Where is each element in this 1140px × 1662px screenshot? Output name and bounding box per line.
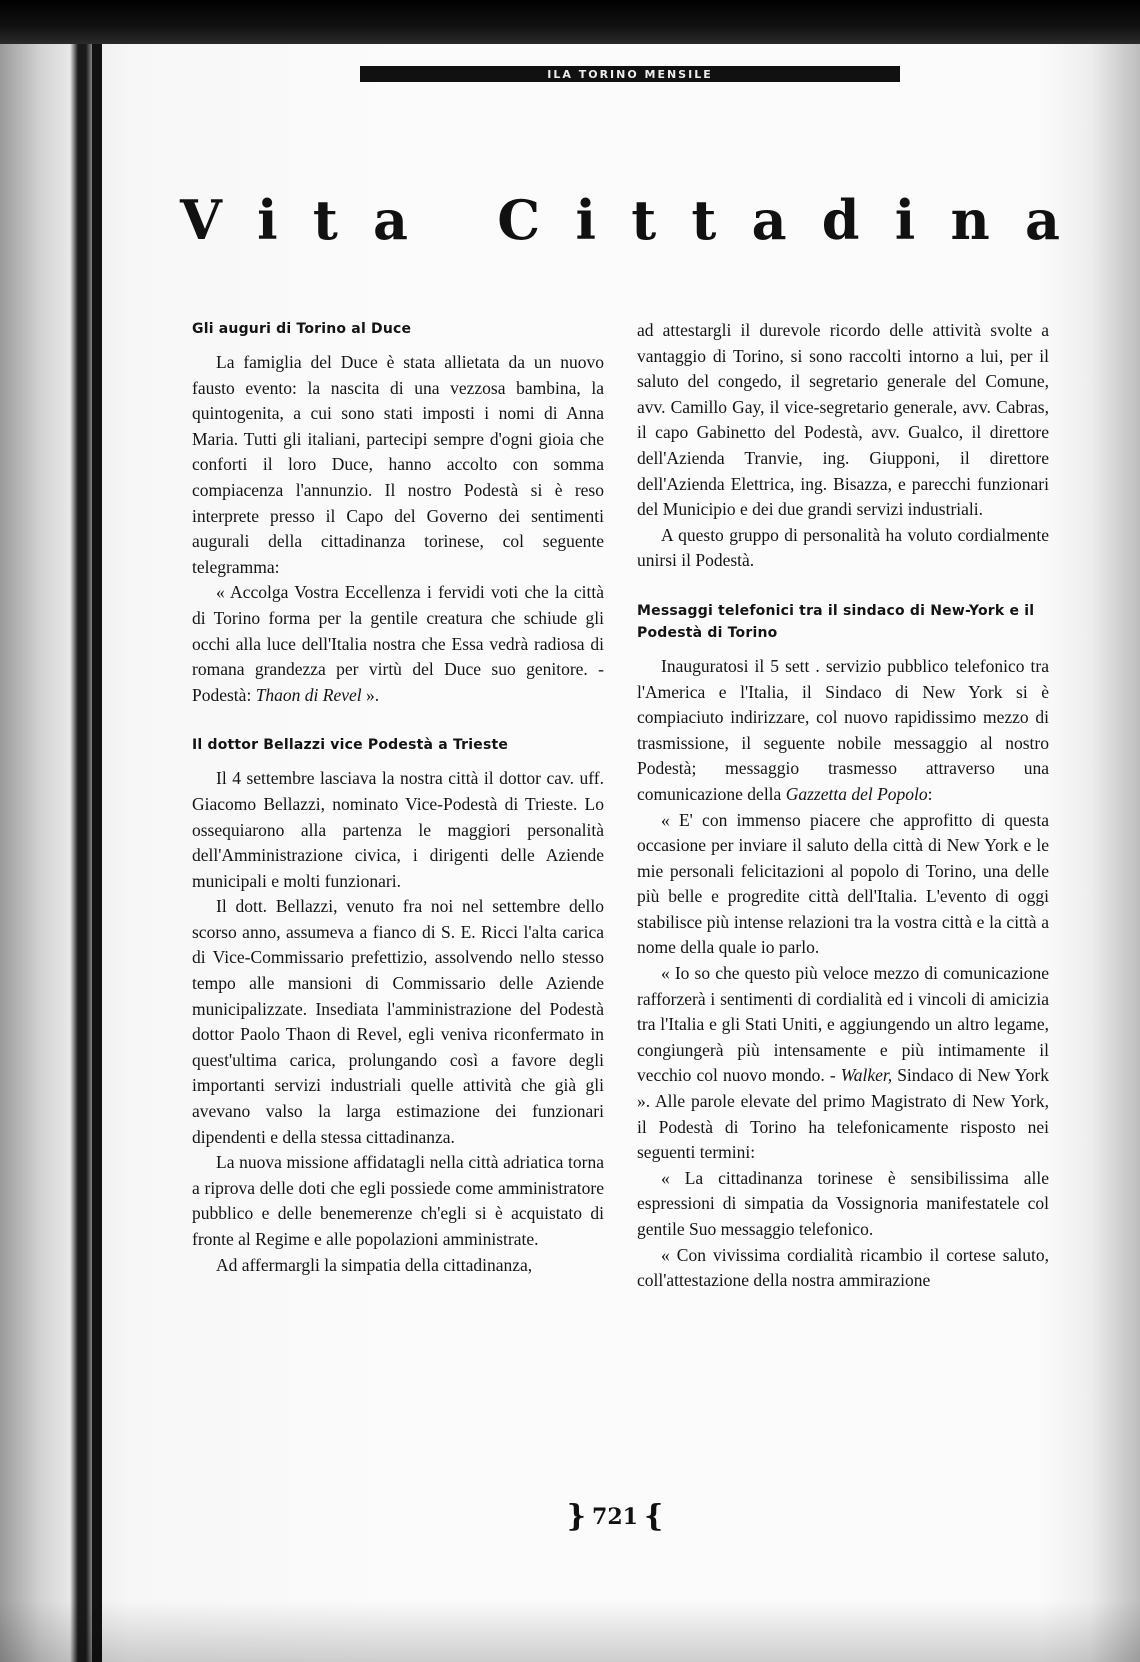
page-number-text: 721 — [592, 1504, 638, 1530]
title-space — [443, 188, 462, 252]
title-letter: n — [950, 188, 990, 252]
colon: : — [927, 783, 933, 804]
running-head-text: ILA TORINO MENSILE — [547, 67, 713, 81]
paragraph: La nuova missione affidatagli nella città adriatica torna a riprova delle doti che egli possiede come amministratore pubblico e delle benemerenze ch'egli si è acquistato di fronte al Regime e alle popolazioni amministrate. — [192, 1152, 604, 1249]
paragraph: Ad affermargli la simpatia della cittadinanza, — [216, 1254, 533, 1275]
paragraph: « E' con immenso piacere che approfitto di questa occasione per inviare il saluto della città di New York e le mie personali felicitazioni al popolo di Torino, una delle più belle e progredite città dell'Italia. L'evento di oggi stabilisce più intense relazioni tra la vostra città e la città a nome della quale io parlo. — [637, 809, 1049, 958]
book-gutter — [0, 44, 96, 1662]
title-letter: a — [1024, 188, 1060, 252]
gutter-rule — [92, 44, 102, 1662]
section-heading-messaggi: Messaggi telefonici tra il sindaco di New-York e il Podestà di Torino — [637, 602, 1035, 641]
scan-top-border — [0, 0, 1140, 44]
right-column — [637, 318, 1049, 1294]
paragraph: « Con vivissima cordialità ricambio il cortese saluto, coll'attestazione della nostra ammirazione — [637, 1244, 1049, 1291]
paragraph: Il 4 settembre lasciava la nostra città il dottor cav. uff. Giacomo Bellazzi, nominato Vice-Podestà di Trieste. Lo ossequiarono alla partenza le maggiori personalità dell'Amministrazione civica, i dirigenti delle Aziende municipali e molti funzionari. — [192, 768, 604, 891]
section-heading-bellazzi: Il dottor Bellazzi vice Podestà a Trieste — [192, 737, 509, 754]
paragraph: A questo gruppo di personalità ha voluto cordialmente unirsi il Podestà. — [637, 524, 1049, 571]
telegram-paragraph — [192, 580, 604, 708]
title-letter: i — [575, 188, 596, 252]
title-letter: C — [497, 188, 541, 252]
paragraph-text: Inauguratosi il 5 sett . servizio pubblico telefonico tra l'America e l'Italia, il Sindaco di New York si è compiaciuto indirizzare, col nuovo rapidissimo mezzo di trasmissione, il seguente nobile messaggio al nostro Podestà; messaggio trasmesso attraverso una comunicazione della — [637, 655, 1049, 804]
running-head — [360, 66, 900, 82]
title-letter: t — [312, 188, 338, 252]
signature-name: Thaon di Revel — [255, 684, 362, 705]
title-letter: a — [373, 188, 409, 252]
paragraph: « La cittadinanza torinese è sensibilissima alle espressioni di simpatia da Vossignoria manifestatele col gentile Suo messaggio telefonico. — [637, 1167, 1049, 1239]
title-letter: a — [751, 188, 787, 252]
title-letter: V — [180, 188, 222, 252]
page-number — [560, 1500, 670, 1534]
paragraph — [637, 654, 1049, 808]
paragraph: ad attestargli il durevole ricordo delle attività svolte a vantaggio di Torino, si sono raccolti intorno a lui, per il saluto del congedo, il segretario generale del Comune, avv. Camillo Gay, il vice-segretario generale, avv. Cabras, il capo Gabinetto del Podestà, avv. Gualco, il direttore dell'Azienda Tranvie, ing. Giupponi, il direttore dell'Azienda Elettrica, ing. Bisazza, e parecchi funzionari del Municipio e dei due grandi servizi industriali. — [637, 320, 1049, 520]
ornament-left-icon: } — [566, 1499, 587, 1534]
paragraph: Il dott. Bellazzi, venuto fra noi nel settembre dello scorso anno, assumeva a fianco di S. E. Ricci l'alta carica di Vice-Commissario prefettizio, assolvendo nello stesso tempo alle mansioni di Commissario delle Aziende municipalizzate. Insediata l'amministrazione del Podestà dottor Paolo Thaon di Revel, egli veniva riconfermato in quest'ultima carica, prolungando così a favore degli importanti servizi industriali quelle attività che già gli avevano valso la larga estimazione dei funzionari dipendenti e della stessa cittadinanza. — [192, 896, 604, 1147]
paragraph-text: Sindaco di New York ». Alle parole elevate del primo Magistrato di New York, il Podestà di Torino ha telefonicamente risposto nei seguenti termini: — [637, 1065, 1050, 1163]
paragraph-text: « Io so che questo più veloce mezzo di comunicazione rafforzerà i sentimenti di cordialità ed i vincoli di amicizia tra l'Italia e gli Stati Uniti, e aggiungendo un altro legame, congiungerà più intensamente e più intimamente il vecchio col nuovo mondo. - — [637, 963, 1049, 1086]
left-column — [192, 318, 604, 1278]
title-letter: t — [631, 188, 657, 252]
title-letter: i — [257, 188, 278, 252]
telegram-text: « Accolga Vostra Eccellenza i fervidi voti che la città di Torino forma per la gentile creatura che schiude gli occhi alla luce dell'Italia nostra che Essa vedrà radiosa di romana grandezza per virtù del Duce suo genitore. - Podestà: — [192, 582, 604, 705]
title-letter: t — [691, 188, 717, 252]
paragraph — [637, 961, 1049, 1166]
title-letter: i — [894, 188, 916, 252]
section-heading-auguri: Gli auguri di Torino al Duce — [192, 321, 412, 337]
closing-quote: ». — [366, 684, 380, 705]
signature-name: Walker, — [840, 1065, 893, 1086]
title-letter: d — [821, 188, 860, 252]
ornament-right-icon: { — [643, 1499, 664, 1534]
newspaper-name: Gazzetta del Popolo — [785, 783, 928, 804]
page-title — [180, 190, 1060, 250]
paragraph: La famiglia del Duce è stata allietata da un nuovo fausto evento: la nascita di una vezzosa bambina, la quintogenita, a cui sono stati imposti i nomi di Anna Maria. Tutti gli italiani, partecipi sempre d'ogni gioia che conforti il loro Duce, hanno accolto con somma compiacenza l'annunzio. Il nostro Podestà si è reso interprete presso il Capo del Governo dei sentimenti augurali della cittadinanza torinese, col seguente telegramma: — [192, 352, 604, 577]
scan-bottom-shade — [0, 1600, 1140, 1662]
